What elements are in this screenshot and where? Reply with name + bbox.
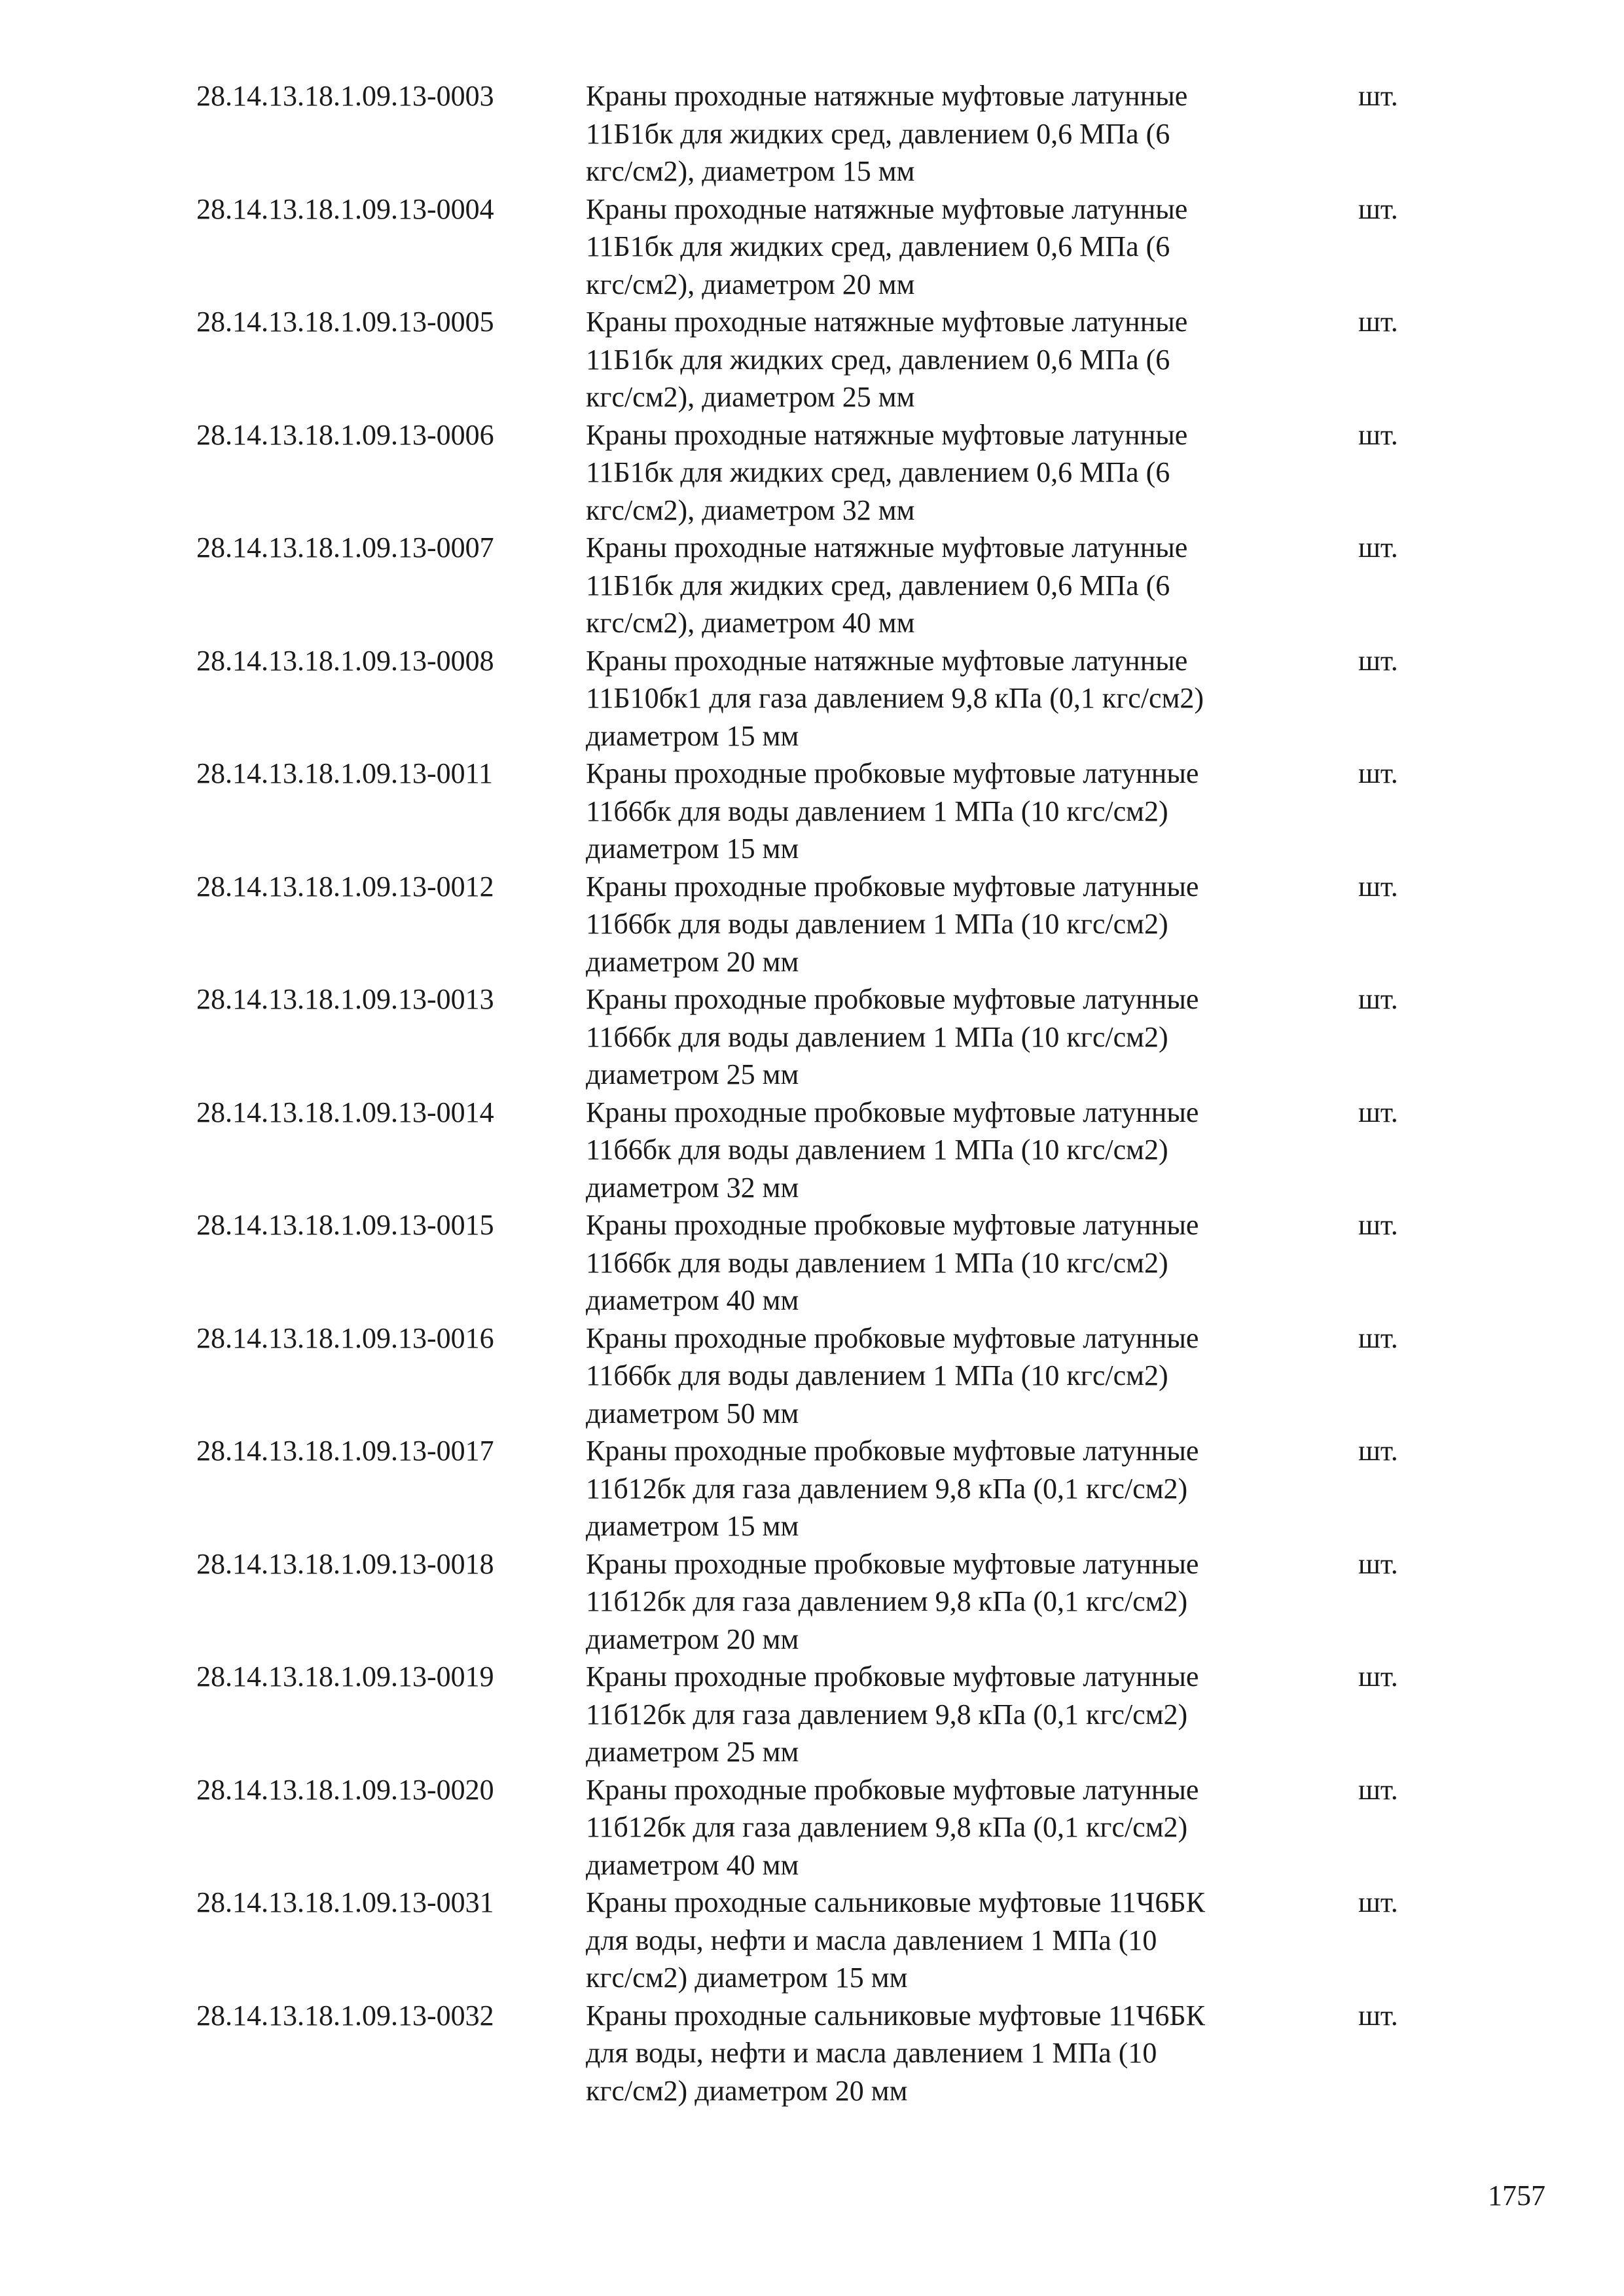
item-unit: шт.: [1358, 644, 1398, 677]
list-item: [196, 755, 1440, 868]
item-code: 28.14.13.18.1.09.13-0007: [196, 531, 494, 564]
list-item: [196, 77, 1440, 190]
item-description-line: 11Б1бк для жидких сред, давлением 0,6 МПа (6: [586, 343, 1170, 376]
item-description-line: Краны проходные натяжные муфтовые латунные: [586, 80, 1188, 112]
item-code: 28.14.13.18.1.09.13-0003: [196, 80, 494, 112]
list-item: [196, 1206, 1440, 1319]
item-unit: шт.: [1358, 531, 1398, 564]
item-unit: шт.: [1358, 983, 1398, 1015]
item-description: [586, 1319, 1358, 1433]
item-description-line: диаметром 50 мм: [586, 1397, 799, 1429]
item-description-line: 11Б10бк1 для газа давлением 9,8 кПа (0,1 кгс/см2): [586, 682, 1204, 714]
list-item: [196, 1771, 1440, 1884]
item-unit: шт.: [1358, 1999, 1398, 2032]
item-code: 28.14.13.18.1.09.13-0014: [196, 1096, 494, 1128]
item-description-line: диаметром 15 мм: [586, 1510, 799, 1542]
item-description-line: Краны проходные натяжные муфтовые латунные: [586, 418, 1188, 451]
item-unit: шт.: [1358, 757, 1398, 789]
item-description-line: Краны проходные пробковые муфтовые латунные: [586, 983, 1199, 1015]
item-code: 28.14.13.18.1.09.13-0008: [196, 644, 494, 677]
list-item: [196, 868, 1440, 981]
page-number: 1757: [1488, 2179, 1545, 2212]
item-description: [586, 1545, 1358, 1659]
item-description-line: 11б12бк для газа давлением 9,8 кПа (0,1 кгс/см2): [586, 1811, 1188, 1843]
list-item: [196, 1545, 1440, 1659]
item-unit: шт.: [1358, 418, 1398, 451]
item-description: [586, 1094, 1358, 1207]
item-description: [586, 303, 1358, 416]
item-code: 28.14.13.18.1.09.13-0011: [196, 757, 494, 789]
item-description: [586, 190, 1358, 304]
item-description-line: Краны проходные пробковые муфтовые латунные: [586, 757, 1199, 789]
item-description-line: Краны проходные натяжные муфтовые латунные: [586, 644, 1188, 677]
item-description-line: диаметром 20 мм: [586, 945, 799, 978]
item-description-line: кгс/см2), диаметром 32 мм: [586, 493, 915, 526]
item-code: 28.14.13.18.1.09.13-0032: [196, 1999, 494, 2032]
item-description: [586, 642, 1358, 755]
item-description-line: 11б6бк для воды давлением 1 МПа (10 кгс/см2): [586, 1359, 1168, 1391]
item-description-line: кгс/см2) диаметром 20 мм: [586, 2074, 908, 2107]
item-description-line: диаметром 25 мм: [586, 1736, 799, 1768]
item-description-line: 11б6бк для воды давлением 1 МПа (10 кгс/см2): [586, 1134, 1168, 1166]
item-description-line: Краны проходные сальниковые муфтовые 11Ч6БК: [586, 1999, 1205, 2032]
item-description-line: Краны проходные натяжные муфтовые латунные: [586, 192, 1188, 225]
item-description-line: кгс/см2), диаметром 25 мм: [586, 381, 915, 413]
item-description-line: кгс/см2) диаметром 15 мм: [586, 1962, 908, 1994]
item-code: 28.14.13.18.1.09.13-0015: [196, 1209, 494, 1241]
item-code: 28.14.13.18.1.09.13-0020: [196, 1773, 494, 1806]
list-item: [196, 1094, 1440, 1207]
item-description-line: Краны проходные пробковые муфтовые латунные: [586, 1435, 1199, 1467]
item-description: [586, 529, 1358, 642]
item-description-line: 11Б1бк для жидких сред, давлением 0,6 МПа (6: [586, 456, 1170, 488]
list-item: [196, 642, 1440, 755]
item-description-line: 11б12бк для газа давлением 9,8 кПа (0,1 кгс/см2): [586, 1585, 1188, 1617]
item-description-line: Краны проходные пробковые муфтовые латунные: [586, 1209, 1199, 1241]
item-description: [586, 1658, 1358, 1771]
item-description-line: 11б6бк для воды давлением 1 МПа (10 кгс/см2): [586, 908, 1168, 940]
price-list-entries: [196, 77, 1440, 2109]
item-description: [586, 1206, 1358, 1319]
list-item: [196, 416, 1440, 529]
item-code: 28.14.13.18.1.09.13-0005: [196, 306, 494, 338]
list-item: [196, 1319, 1440, 1433]
item-description-line: диаметром 25 мм: [586, 1058, 799, 1090]
list-item: [196, 303, 1440, 416]
item-description-line: 11б12бк для газа давлением 9,8 кПа (0,1 кгс/см2): [586, 1698, 1188, 1731]
list-item: [196, 190, 1440, 304]
item-unit: шт.: [1358, 1886, 1398, 1918]
item-unit: шт.: [1358, 1660, 1398, 1693]
item-description-line: диаметром 32 мм: [586, 1171, 799, 1204]
item-description-line: Краны проходные пробковые муфтовые латунные: [586, 1773, 1199, 1806]
item-description-line: для воды, нефти и масла давлением 1 МПа (10: [586, 1924, 1157, 1956]
item-description-line: 11б12бк для газа давлением 9,8 кПа (0,1 кгс/см2): [586, 1472, 1188, 1505]
item-description: [586, 1884, 1358, 1997]
item-description: [586, 755, 1358, 868]
item-description: [586, 980, 1358, 1094]
item-code: 28.14.13.18.1.09.13-0018: [196, 1547, 494, 1580]
item-description-line: диаметром 40 мм: [586, 1284, 799, 1316]
item-description-line: Краны проходные натяжные муфтовые латунные: [586, 306, 1188, 338]
list-item: [196, 529, 1440, 642]
list-item: [196, 1997, 1440, 2110]
item-unit: шт.: [1358, 1096, 1398, 1128]
item-description-line: Краны проходные пробковые муфтовые латунные: [586, 1547, 1199, 1580]
item-code: 28.14.13.18.1.09.13-0016: [196, 1321, 494, 1354]
item-description-line: диаметром 20 мм: [586, 1623, 799, 1655]
item-unit: шт.: [1358, 1773, 1398, 1806]
item-description: [586, 1997, 1358, 2110]
item-unit: шт.: [1358, 1547, 1398, 1580]
item-description-line: диаметром 40 мм: [586, 1848, 799, 1881]
item-description: [586, 1771, 1358, 1884]
item-code: 28.14.13.18.1.09.13-0019: [196, 1660, 494, 1693]
item-description-line: диаметром 15 мм: [586, 833, 799, 865]
item-code: 28.14.13.18.1.09.13-0004: [196, 192, 494, 225]
item-code: 28.14.13.18.1.09.13-0012: [196, 870, 494, 903]
item-description-line: 11б6бк для воды давлением 1 МПа (10 кгс/см2): [586, 1020, 1168, 1053]
item-description-line: диаметром 15 мм: [586, 719, 799, 752]
item-description-line: Краны проходные пробковые муфтовые латунные: [586, 870, 1199, 903]
item-description-line: Краны проходные пробковые муфтовые латунные: [586, 1321, 1199, 1354]
item-description-line: Краны проходные пробковые муфтовые латунные: [586, 1660, 1199, 1693]
item-unit: шт.: [1358, 192, 1398, 225]
item-description-line: 11б6бк для воды давлением 1 МПа (10 кгс/см2): [586, 1246, 1168, 1279]
item-description-line: кгс/см2), диаметром 15 мм: [586, 155, 915, 187]
item-description-line: для воды, нефти и масла давлением 1 МПа (10: [586, 2037, 1157, 2069]
item-description: [586, 77, 1358, 190]
item-description-line: кгс/см2), диаметром 40 мм: [586, 607, 915, 639]
item-description: [586, 868, 1358, 981]
item-description-line: 11Б1бк для жидких сред, давлением 0,6 МПа (6: [586, 117, 1170, 150]
item-description-line: кгс/см2), диаметром 20 мм: [586, 268, 915, 300]
item-description-line: Краны проходные натяжные муфтовые латунные: [586, 531, 1188, 564]
item-unit: шт.: [1358, 306, 1398, 338]
list-item: [196, 1884, 1440, 1997]
item-code: 28.14.13.18.1.09.13-0017: [196, 1435, 494, 1467]
item-code: 28.14.13.18.1.09.13-0006: [196, 418, 494, 451]
list-item: [196, 1658, 1440, 1771]
item-description-line: 11Б1бк для жидких сред, давлением 0,6 МПа (6: [586, 230, 1170, 262]
item-code: 28.14.13.18.1.09.13-0013: [196, 983, 494, 1015]
item-unit: шт.: [1358, 1321, 1398, 1354]
item-code: 28.14.13.18.1.09.13-0031: [196, 1886, 494, 1918]
item-unit: шт.: [1358, 1435, 1398, 1467]
item-description: [586, 416, 1358, 529]
list-item: [196, 1432, 1440, 1545]
list-item: [196, 980, 1440, 1094]
item-description-line: Краны проходные сальниковые муфтовые 11Ч6БК: [586, 1886, 1205, 1918]
item-description-line: Краны проходные пробковые муфтовые латунные: [586, 1096, 1199, 1128]
item-unit: шт.: [1358, 80, 1398, 112]
item-unit: шт.: [1358, 870, 1398, 903]
item-description-line: 11Б1бк для жидких сред, давлением 0,6 МПа (6: [586, 569, 1170, 601]
item-unit: шт.: [1358, 1209, 1398, 1241]
item-description: [586, 1432, 1358, 1545]
item-description-line: 11б6бк для воды давлением 1 МПа (10 кгс/см2): [586, 795, 1168, 827]
